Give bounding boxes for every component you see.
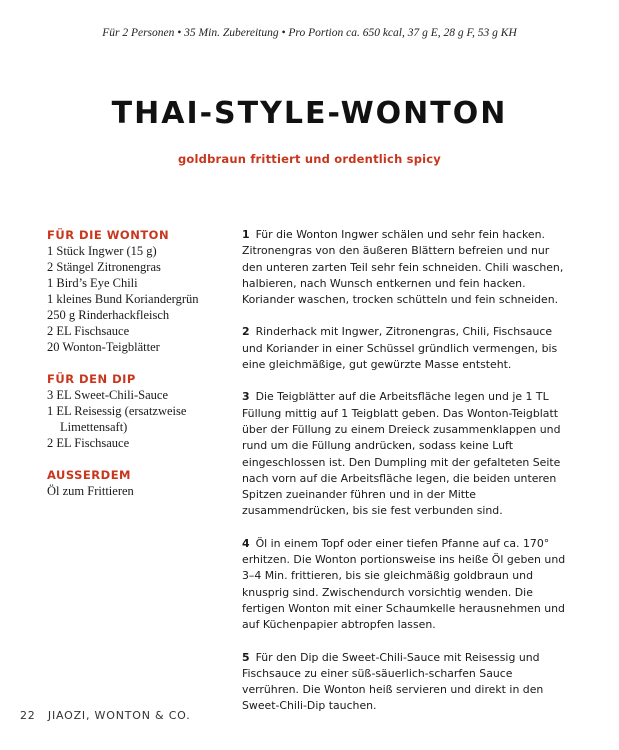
instruction-step bbox=[242, 389, 572, 519]
ingredient-group-dip bbox=[47, 371, 222, 451]
step-text: Die Teigblätter auf die Arbeitsfläche legen und je 1 TL Füllung mittig auf 1 Teigblatt geben. Das Wonton-Teigblatt über der Füllung zu einem Dreieck zusammenklappen und rund um die Füllung andrücken, sodass keine Luft eingeschlossen ist. Den Dumpling mit der gefalteten Seite nach vorn auf die Arbeitsfläche legen, die beiden unteren Spitzen zueinander führen und in der Mitte zusammendrücken, bis sie fest verbunden sind. bbox=[242, 390, 561, 518]
ingredient-list bbox=[47, 243, 222, 355]
recipe-meta-line: Für 2 Personen • 35 Min. Zubereitung • Pro Portion ca. 650 kcal, 37 g E, 28 g F, 53 g KH bbox=[102, 27, 517, 39]
instruction-step bbox=[242, 650, 572, 715]
ingredient-list bbox=[47, 483, 222, 499]
ingredient-group-wonton bbox=[47, 227, 222, 355]
step-text: Öl in einem Topf oder einer tiefen Pfanne auf ca. 170° erhitzen. Die Wonton portionsweise ins heiße Öl geben und 3–4 Min. frittieren, bis sie gleichmäßig goldbraun und knusprig sind. Zwischendurch vorsichtig wenden. Die fertigen Wonton mit einer Schaumkelle herausnehmen und auf Küchenpapier abtropfen lassen. bbox=[242, 536, 566, 632]
ingredient-item: Öl zum Frittieren bbox=[47, 484, 134, 498]
step-number: 2 bbox=[242, 325, 250, 339]
ingredient-group-extra bbox=[47, 467, 222, 499]
ingredients-column bbox=[47, 227, 222, 515]
step-text: Für den Dip die Sweet-Chili-Sauce mit Reisessig und Fischsauce zu einer süß-säuerlich-scharfen Sauce verrühren. Die Wonton heiß servieren und direkt in den Sweet-Chili-Dip tauchen. bbox=[242, 650, 544, 713]
recipe-subtitle: goldbraun frittiert und ordentlich spicy bbox=[178, 152, 441, 166]
ingredient-group-heading: FÜR DIE WONTON bbox=[47, 228, 170, 242]
ingredient-item: 1 Stück Ingwer (15 g) bbox=[47, 244, 157, 258]
ingredient-item: 2 Stängel Zitronengras bbox=[47, 260, 161, 274]
step-number: 3 bbox=[242, 390, 250, 404]
instructions-column bbox=[242, 227, 572, 731]
ingredient-item: 20 Wonton-Teigblätter bbox=[47, 340, 160, 354]
instruction-step bbox=[242, 324, 572, 373]
step-text: Rinderhack mit Ingwer, Zitronengras, Chili, Fischsauce und Koriander in einer Schüssel gründlich vermengen, bis eine gleichmäßige, gut gewürzte Masse entsteht. bbox=[242, 325, 558, 372]
ingredient-item: 1 kleines Bund Koriandergrün bbox=[47, 292, 199, 306]
ingredient-item: 250 g Rinderhackfleisch bbox=[47, 308, 170, 322]
ingredient-item: 2 EL Fischsauce bbox=[47, 436, 130, 450]
ingredient-item: 3 EL Sweet-Chili-Sauce bbox=[47, 388, 169, 402]
page-footer bbox=[20, 709, 191, 722]
instruction-step bbox=[242, 536, 572, 634]
instruction-step bbox=[242, 227, 572, 308]
running-title: JIAOZI, WONTON & CO. bbox=[47, 709, 191, 722]
step-number: 4 bbox=[242, 536, 250, 550]
page-number: 22 bbox=[20, 709, 36, 722]
ingredient-item: 2 EL Fischsauce bbox=[47, 324, 130, 338]
ingredient-group-heading: FÜR DEN DIP bbox=[47, 372, 136, 386]
ingredient-item: 1 EL Reisessig (ersatzweise Limettensaft) bbox=[47, 404, 187, 434]
step-text: Für die Wonton Ingwer schälen und sehr fein hacken. Zitronengras von den äußeren Blättern befreien und nur den unteren zarten Teil sehr fein schneiden. Chili waschen, halbieren, nach Wunsch entkernen und fein hacken. Koriander waschen, trocken schütteln und fein schneiden. bbox=[242, 228, 564, 307]
step-number: 5 bbox=[242, 650, 250, 664]
ingredient-group-heading: AUSSERDEM bbox=[47, 468, 131, 482]
ingredient-item: 1 Bird’s Eye Chili bbox=[47, 276, 138, 290]
recipe-title: THAI-STYLE-WONTON bbox=[111, 96, 508, 131]
ingredient-list bbox=[47, 387, 222, 451]
step-number: 1 bbox=[242, 228, 250, 241]
